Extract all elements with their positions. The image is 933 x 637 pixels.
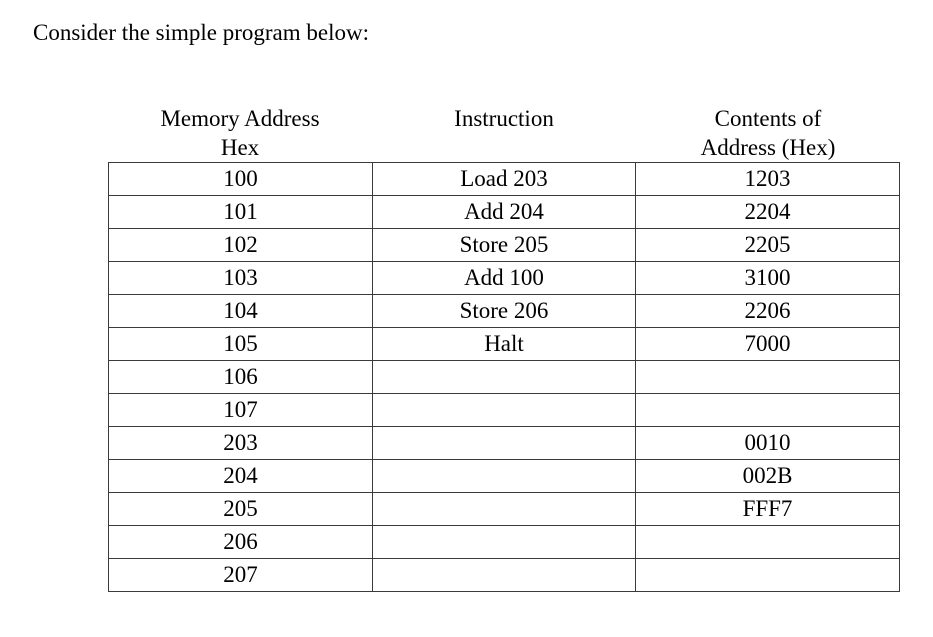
header-memory-address-line1: Memory Address xyxy=(160,106,320,131)
table-row xyxy=(109,427,900,460)
instruction-cell: Store 206 xyxy=(373,295,636,328)
intro-text: Consider the simple program below: xyxy=(33,20,369,45)
address-cell: 203 xyxy=(109,427,373,460)
contents-cell: 2204 xyxy=(636,196,900,229)
address-cell: 206 xyxy=(109,526,373,559)
address-cell: 107 xyxy=(109,394,373,427)
contents-cell: 1203 xyxy=(636,163,900,196)
header-contents xyxy=(636,104,900,162)
contents-cell: 002B xyxy=(636,460,900,493)
table-row xyxy=(109,460,900,493)
table-row xyxy=(109,229,900,262)
contents-cell xyxy=(636,526,900,559)
header-memory-address xyxy=(108,104,372,162)
address-cell: 205 xyxy=(109,493,373,526)
instruction-cell xyxy=(373,559,636,592)
address-cell: 204 xyxy=(109,460,373,493)
memory-table-body xyxy=(109,163,900,592)
instruction-cell xyxy=(373,460,636,493)
table-row xyxy=(109,559,900,592)
header-contents-line2: Address (Hex) xyxy=(700,135,836,160)
instruction-cell: Store 205 xyxy=(373,229,636,262)
table-row xyxy=(109,163,900,196)
instruction-cell: Load 203 xyxy=(373,163,636,196)
table-row xyxy=(109,196,900,229)
table-row xyxy=(109,493,900,526)
address-cell: 101 xyxy=(109,196,373,229)
instruction-cell xyxy=(373,394,636,427)
contents-cell xyxy=(636,559,900,592)
address-cell: 102 xyxy=(109,229,373,262)
table-row xyxy=(109,295,900,328)
instruction-cell xyxy=(373,493,636,526)
contents-cell: 3100 xyxy=(636,262,900,295)
table-row xyxy=(109,526,900,559)
header-instruction xyxy=(373,104,635,133)
table-row xyxy=(109,328,900,361)
contents-cell xyxy=(636,361,900,394)
instruction-cell: Add 100 xyxy=(373,262,636,295)
address-cell: 103 xyxy=(109,262,373,295)
instruction-cell: Halt xyxy=(373,328,636,361)
address-cell: 100 xyxy=(109,163,373,196)
table-row xyxy=(109,361,900,394)
table-row xyxy=(109,394,900,427)
instruction-cell xyxy=(373,526,636,559)
address-cell: 207 xyxy=(109,559,373,592)
contents-cell: 7000 xyxy=(636,328,900,361)
contents-cell: 0010 xyxy=(636,427,900,460)
contents-cell: 2206 xyxy=(636,295,900,328)
instruction-cell xyxy=(373,361,636,394)
contents-cell xyxy=(636,394,900,427)
contents-cell: 2205 xyxy=(636,229,900,262)
instruction-cell: Add 204 xyxy=(373,196,636,229)
header-instruction-line1: Instruction xyxy=(454,106,554,131)
address-cell: 104 xyxy=(109,295,373,328)
table-row xyxy=(109,262,900,295)
header-contents-line1: Contents of xyxy=(714,106,822,131)
address-cell: 106 xyxy=(109,361,373,394)
address-cell: 105 xyxy=(109,328,373,361)
contents-cell: FFF7 xyxy=(636,493,900,526)
instruction-cell xyxy=(373,427,636,460)
memory-table xyxy=(108,162,900,592)
header-memory-address-line2: Hex xyxy=(220,135,260,160)
